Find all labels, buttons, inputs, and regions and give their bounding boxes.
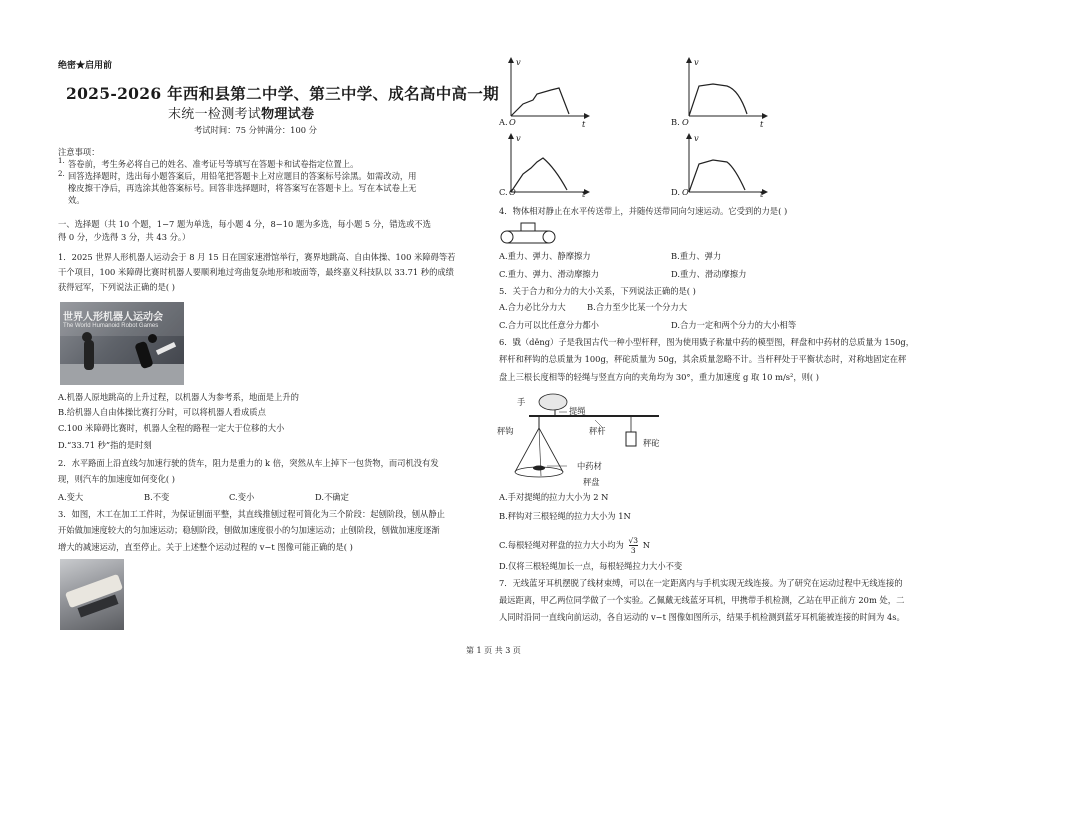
graph-c[interactable] <box>511 134 589 192</box>
q5-option-c[interactable]: C.合力可以比任意分力都小 <box>499 320 599 330</box>
q4-option-c[interactable]: C.重力、弹力、滑动摩擦力 <box>499 269 599 279</box>
exam-info: 考试时间：75 分钟满分：100 分 <box>194 125 317 135</box>
graph-c-axis-t: t <box>582 189 586 199</box>
robot-games-photo <box>60 302 184 385</box>
graph-b-origin: O <box>682 117 689 127</box>
q4-stem: 4．物体相对静止在水平传送带上，并随传送带同向匀速运动。它受到的力是( ) <box>499 206 788 216</box>
exam-title-line1: 2025-2026 年西和县第二中学、第三中学、成名高中高一期 <box>66 84 499 103</box>
q2-stem-1: 2．水平路面上沿直线匀加速行驶的货车，阻力是重力的 k 倍，突然从车上掉下一包货物，而司机没有发 <box>58 458 439 468</box>
photo-text-chinese: 世界人形机器人运动会 <box>63 312 163 323</box>
q5-option-b[interactable]: B.合力至少比某一个分力大 <box>587 302 688 312</box>
q1-option-d[interactable]: D.“33.71 秒”指的是时刻 <box>58 440 152 450</box>
graph-a-origin: O <box>509 117 516 127</box>
fig-label-rope: 提绳 <box>569 406 586 416</box>
q6-option-c-text: C.每根轻绳对秤盘的拉力大小均为 <box>499 540 624 550</box>
q4-option-d[interactable]: D.重力、滑动摩擦力 <box>671 269 747 279</box>
q3-stem-1: 3．如图，木工在加工工件时，为保证刨面平整，其直线推刨过程可简化为三个阶段：起刨阶段，刨从静止 <box>58 509 445 519</box>
robot-head <box>82 332 92 342</box>
secret-label: 绝密★启用前 <box>58 61 113 71</box>
graph-a-axis-t: t <box>582 119 586 129</box>
q6-option-c[interactable] <box>499 536 650 555</box>
title-normal: 末统一检测考试 <box>168 107 262 122</box>
graph-c-axis-v: v <box>516 133 521 143</box>
q1-option-b[interactable]: B.给机器人自由体操比赛打分时，可以将机器人看成质点 <box>58 407 266 417</box>
graph-d-axis-t: t <box>760 189 764 199</box>
q7-stem-3: 人同时沿同一直线向前运动，各自运动的 v−t 图像如图所示，结果手机检测到蓝牙耳机能被连接的时间为 4s。 <box>499 612 905 622</box>
graph-a-label: A. <box>499 117 508 127</box>
section1-line1: 一、选择题（共 10 个题，1−7 题为单选，每小题 4 分，8−10 题为多选，每小题 5 分，错选或不选 <box>58 219 431 229</box>
photo-floor <box>60 364 184 385</box>
graph-b-axis-t: t <box>760 119 764 129</box>
conveyor-belt-figure <box>499 223 559 245</box>
q3-stem-2: 开始做加速度较大的匀加速运动；稳刨阶段，刨做加速度很小的匀加速运动；止刨阶段，刨做加速度逐渐 <box>58 525 440 535</box>
graph-b-label: B. <box>671 117 680 127</box>
graph-c-origin: O <box>509 187 516 197</box>
q1-stem-1: 1．2025 世界人形机器人运动会于 8 月 15 日在国家速滑馆举行，赛界地跳高、自由体操、100 米障碍等若 <box>58 252 456 262</box>
q2-option-b[interactable]: B.不变 <box>144 492 170 502</box>
exam-title-line2 <box>168 106 314 124</box>
q1-stem-2: 干个项目，100 米障碍比赛时机器人要顺利地过弯曲复杂地形和坡面等，最终嘉义科技队以 33.71 秒的成绩 <box>58 267 454 277</box>
q4-option-b[interactable]: B.重力、弹力 <box>671 251 722 261</box>
graph-d[interactable] <box>689 134 767 192</box>
note2-line2: 橡皮擦干净后，再选涂其他答案标号。回答非选择题时，将答案写在答题卡上。写在本试卷上无 <box>68 183 417 193</box>
q1-option-a[interactable]: A.机器人原地跳高的上升过程，以机器人为参考系，地面是上升的 <box>58 392 299 402</box>
q1-option-c[interactable]: C.100 米障碍比赛时，机器人全程的路程一定大于位移的大小 <box>58 423 285 433</box>
q6-option-c-unit: N <box>642 540 650 550</box>
person-head <box>148 334 157 343</box>
q5-option-d[interactable]: D.合力一定和两个分力的大小相等 <box>671 320 797 330</box>
photo-text-english: The World Humanoid Robot Games <box>63 323 159 329</box>
person-arm <box>156 342 176 355</box>
note1: 答卷前，考生务必将自己的姓名、准考证号等填写在答题卡和试卷指定位置上。 <box>68 159 359 169</box>
q6-option-a[interactable]: A.手对提绳的拉力大小为 2 N <box>499 492 609 502</box>
fig-label-weight: 秤砣 <box>643 438 660 448</box>
graph-a-axis-v: v <box>516 57 521 67</box>
fraction-denominator: 3 <box>630 546 636 555</box>
q2-stem-2: 现，则汽车的加速度如何变化( ) <box>58 474 175 484</box>
q4-option-a[interactable]: A.重力、弹力、静摩擦力 <box>499 251 591 261</box>
q2-option-a[interactable]: A.变大 <box>58 492 84 502</box>
q5-stem: 5．关于合力和分力的大小关系，下列说法正确的是( ) <box>499 286 696 296</box>
graph-d-label: D. <box>671 187 680 197</box>
notes-heading: 注意事项： <box>58 147 100 157</box>
q2-option-c[interactable]: C.变小 <box>229 492 255 502</box>
page-footer: 第 1 页 共 3 页 <box>466 646 521 655</box>
fig-label-rod: 秤杆 <box>589 426 606 436</box>
q6-stem-2: 秤杆和秤钩的总质量为 100g，秤砣质量为 50g，其余质量忽略不计。当杆秤处于平衡状态时，对称地固定在秤 <box>499 354 907 364</box>
graph-d-origin: O <box>682 187 689 197</box>
section1-line2: 得 0 分，少选得 3 分，共 43 分。） <box>58 232 191 242</box>
q6-stem-1: 6．戥（děng）子是我国古代一种小型杆秤，图为使用戥子称量中药的模型图，秤盘和中药材的总质量为 150g， <box>499 337 915 347</box>
note1-num: 1. <box>58 157 65 165</box>
note2-line1: 回答选择题时，选出每小题答案后，用铅笔把答题卡上对应题目的答案标号涂黑。如需改动，用 <box>68 171 417 181</box>
fraction <box>629 536 639 555</box>
woodworking-photo <box>60 559 124 630</box>
robot-figure <box>84 340 94 370</box>
q7-stem-2: 最远距离，甲乙两位同学做了一个实验。乙佩戴无线蓝牙耳机，甲携带手机检测，乙站在甲正前方 20m 处，二 <box>499 595 905 605</box>
q6-option-b[interactable]: B.秤钩对三根轻绳的拉力大小为 1N <box>499 511 631 521</box>
fig-label-medicine: 中药材 <box>577 461 602 471</box>
graph-b[interactable] <box>689 58 767 116</box>
note2-num: 2. <box>58 170 65 178</box>
fig-label-pan: 秤盘 <box>583 477 600 487</box>
q3-stem-3: 增大的减速运动，直至停止。关于上述整个运动过程的 v−t 图像可能正确的是( ) <box>58 542 353 552</box>
q2-option-d[interactable]: D.不确定 <box>315 492 349 502</box>
graph-a[interactable] <box>511 58 589 116</box>
title-bold: 物理试卷 <box>261 107 315 122</box>
note2-line3: 效。 <box>68 195 85 205</box>
fig-label-hand: 手 <box>517 397 526 407</box>
q1-stem-3: 获得冠军，下列说法正确的是( ) <box>58 282 175 292</box>
q6-stem-3: 盘上三根长度相等的轻绳与竖直方向的夹角均为 30°，重力加速度 g 取 10 m/s²，则( ) <box>499 372 820 382</box>
fig-label-hook: 秤钩 <box>497 426 514 436</box>
graph-d-axis-v: v <box>694 133 699 143</box>
fraction-numerator: √3 <box>628 536 639 545</box>
graph-c-label: C. <box>499 187 508 197</box>
graph-b-axis-v: v <box>694 57 699 67</box>
q6-option-d[interactable]: D.仅将三根轻绳加长一点，每根轻绳拉力大小不变 <box>499 561 683 571</box>
q5-option-a[interactable]: A.合力必比分力大 <box>499 302 566 312</box>
q7-stem-1: 7．无线蓝牙耳机摆脱了线材束缚，可以在一定距离内与手机实现无线连接。为了研究在运动过程中无线连接的 <box>499 578 903 588</box>
q3-vt-graphs <box>497 56 937 206</box>
